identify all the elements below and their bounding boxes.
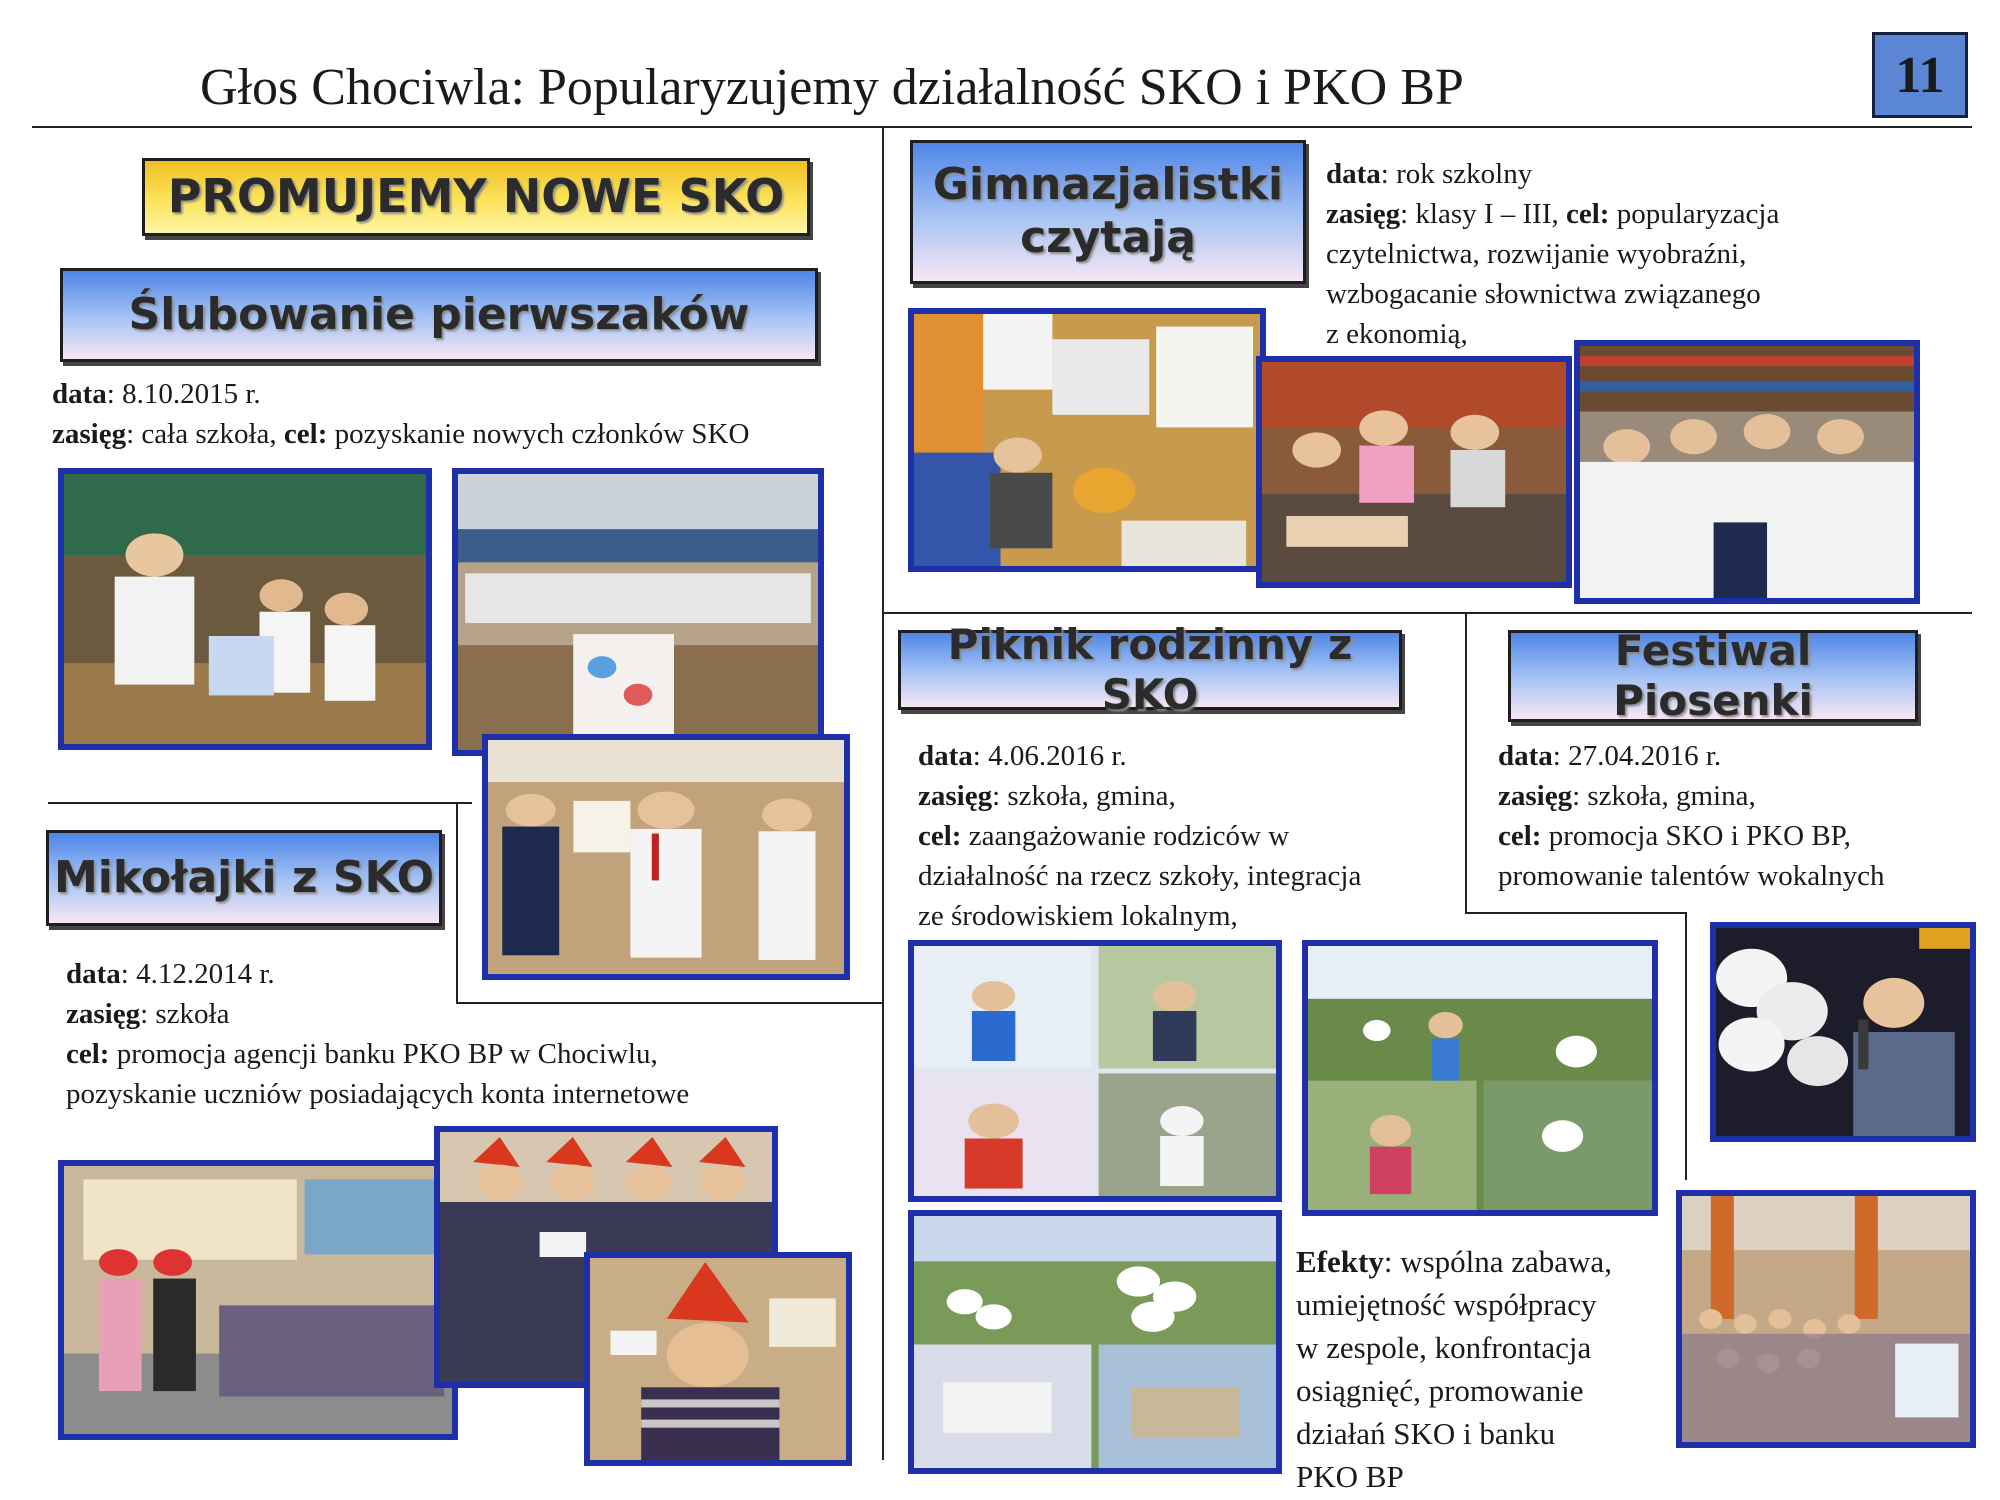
slubowanie-heading: Ślubowanie pierwszaków (60, 268, 818, 362)
festiwal-lower-rule (1465, 912, 1687, 914)
festiwal-zasieg-line (1498, 776, 1885, 816)
mikolajki-cel-line2: pozyskanie uczniów posiadających konta internetowe (66, 1078, 690, 1110)
photo-gimnazjalisti-reading (908, 308, 1266, 572)
photo-festiwal-audience (1676, 1190, 1976, 1448)
slubowanie-cel-label: cel: (283, 418, 328, 450)
festiwal-zasieg-value: : szkoła, gmina, (1572, 780, 1756, 812)
photo-piknik-collage-field (1302, 940, 1658, 1216)
gimnazjalisti-heading (910, 140, 1306, 284)
piknik-effects-line1 (1296, 1240, 1612, 1283)
promo-banner: PROMUJEMY NOWE SKO (142, 158, 810, 236)
festiwal-cel-label: cel: (1498, 820, 1542, 852)
gimnazjalisti-zasieg-line (1326, 194, 1779, 234)
gimnazjalisti-cel-label: cel: (1566, 198, 1610, 230)
festiwal-info (1498, 736, 1885, 896)
festiwal-lower-vline (1685, 912, 1687, 1180)
festiwal-data-value: : 27.04.2016 r. (1552, 740, 1722, 772)
piknik-heading: Piknik rodzinny z SKO (898, 630, 1402, 710)
mikolajki-heading: Mikołajki z SKO (46, 830, 442, 926)
mikolajki-cel-value: promocja agencji banku PKO BP w Chociwlu, (109, 1038, 658, 1070)
center-divider (882, 128, 884, 1460)
piknik-effects-line2: umiejętność współpracy (1296, 1287, 1597, 1322)
piknik-cel-label: cel: (918, 820, 962, 852)
gimnazjalisti-zasieg-value: : klasy I – III, (1400, 198, 1566, 230)
festiwal-data-label: data (1498, 740, 1553, 772)
slubowanie-zasieg-line (52, 414, 749, 454)
piknik-data-value: : 4.06.2016 r. (972, 740, 1127, 772)
piknik-info (918, 736, 1361, 936)
piknik-cel-line (918, 816, 1361, 856)
mikolajki-cel-label: cel: (66, 1038, 110, 1070)
gimnazjalisti-heading-line1: Gimnazjalistki (932, 159, 1284, 211)
mikolajki-cel-line (66, 1034, 689, 1074)
piknik-effects-line4: osiągnięć, promowanie (1296, 1373, 1584, 1408)
gimnazjalisti-data-line (1326, 154, 1779, 194)
photo-slubowanie-hall (452, 468, 824, 756)
piknik-festiwal-divider (1465, 614, 1467, 914)
page-number: 11 (1872, 32, 1968, 118)
page-title: Głos Chociwla: Popularyzujemy działalność SKO i PKO BP (200, 59, 1464, 116)
festiwal-data-line (1498, 736, 1885, 776)
piknik-data-label: data (918, 740, 973, 772)
gimnazjalisti-info (1326, 154, 1779, 354)
festiwal-heading: Festiwal Piosenki (1508, 630, 1918, 722)
slubowanie-data-label: data (52, 378, 107, 410)
mikolajki-info (66, 954, 689, 1114)
gimnazjalisti-zasieg-label: zasięg (1326, 198, 1401, 230)
gimnazjalisti-data-label: data (1326, 158, 1381, 190)
slubowanie-zasieg-value: : cała szkoła, (126, 418, 284, 450)
mikolajki-data-label: data (66, 958, 121, 990)
gimnazjalisti-line3: wzbogacanie słownictwa związanego (1326, 278, 1761, 310)
piknik-zasieg-line (918, 776, 1361, 816)
piknik-effects-value: : wspólna zabawa, (1383, 1244, 1612, 1279)
left-section-divider (48, 802, 472, 804)
piknik-effects (1296, 1240, 1612, 1498)
photo-slubowanie-teacher-children (58, 468, 432, 750)
piknik-effects-label: Efekty (1296, 1244, 1384, 1279)
mikolajki-data-line (66, 954, 689, 994)
mikolajki-zasieg-label: zasięg (66, 998, 141, 1030)
piknik-cel-value: zaangażowanie rodziców w (961, 820, 1290, 852)
right-section-divider (884, 612, 1972, 614)
festiwal-zasieg-label: zasięg (1498, 780, 1573, 812)
photo-gimnazjalisti-pupils-library (1574, 340, 1920, 604)
gimnazjalisti-line2: czytelnictwa, rozwijanie wyobraźni, (1326, 238, 1747, 270)
slubowanie-info (52, 374, 749, 454)
photo-piknik-collage-balloons (908, 1210, 1282, 1474)
piknik-effects-line3: w zespole, konfrontacja (1296, 1330, 1592, 1365)
photo-festiwal-boy-microphone (1710, 922, 1976, 1142)
mikolajki-data-value: : 4.12.2014 r. (120, 958, 275, 990)
festiwal-cel-value: promocja SKO i PKO BP, (1541, 820, 1851, 852)
piknik-data-line (918, 736, 1361, 776)
slubowanie-zasieg-label: zasięg (52, 418, 127, 450)
piknik-zasieg-value: : szkoła, gmina, (992, 780, 1176, 812)
piknik-line2: działalność na rzecz szkoły, integracja (918, 860, 1362, 892)
piknik-line3: ze środowiskiem lokalnym, (918, 900, 1238, 932)
festiwal-cel-line (1498, 816, 1885, 856)
piknik-effects-line6: PKO BP (1296, 1459, 1404, 1494)
photo-slubowanie-pupils-diplomas (482, 734, 850, 980)
slubowanie-cel-value: pozyskanie nowych członków SKO (327, 418, 750, 450)
piknik-effects-line5: działań SKO i banku (1296, 1416, 1556, 1451)
mikolajki-zasieg-line (66, 994, 689, 1034)
gimnazjalisti-heading-line2: czytają (1020, 212, 1196, 263)
gimnazjalisti-data-value: : rok szkolny (1380, 158, 1533, 190)
slubowanie-data-value: : 8.10.2015 r. (106, 378, 261, 410)
mikolajki-zasieg-value: : szkoła (140, 998, 230, 1030)
header-rule (32, 126, 1972, 128)
slubowanie-data-line (52, 374, 749, 414)
gimnazjalisti-line4: z ekonomią, (1326, 318, 1468, 350)
festiwal-line2: promowanie talentów wokalnych (1498, 860, 1885, 892)
gimnazjalisti-cel-value: popularyzacja (1609, 198, 1780, 230)
photo-mikolajki-boy-card (584, 1252, 852, 1466)
photo-gimnazjalisti-children-floor (1256, 356, 1572, 588)
photo-piknik-collage-stand (908, 940, 1282, 1202)
photo-mikolajki-classroom (58, 1160, 458, 1440)
piknik-zasieg-label: zasięg (918, 780, 993, 812)
